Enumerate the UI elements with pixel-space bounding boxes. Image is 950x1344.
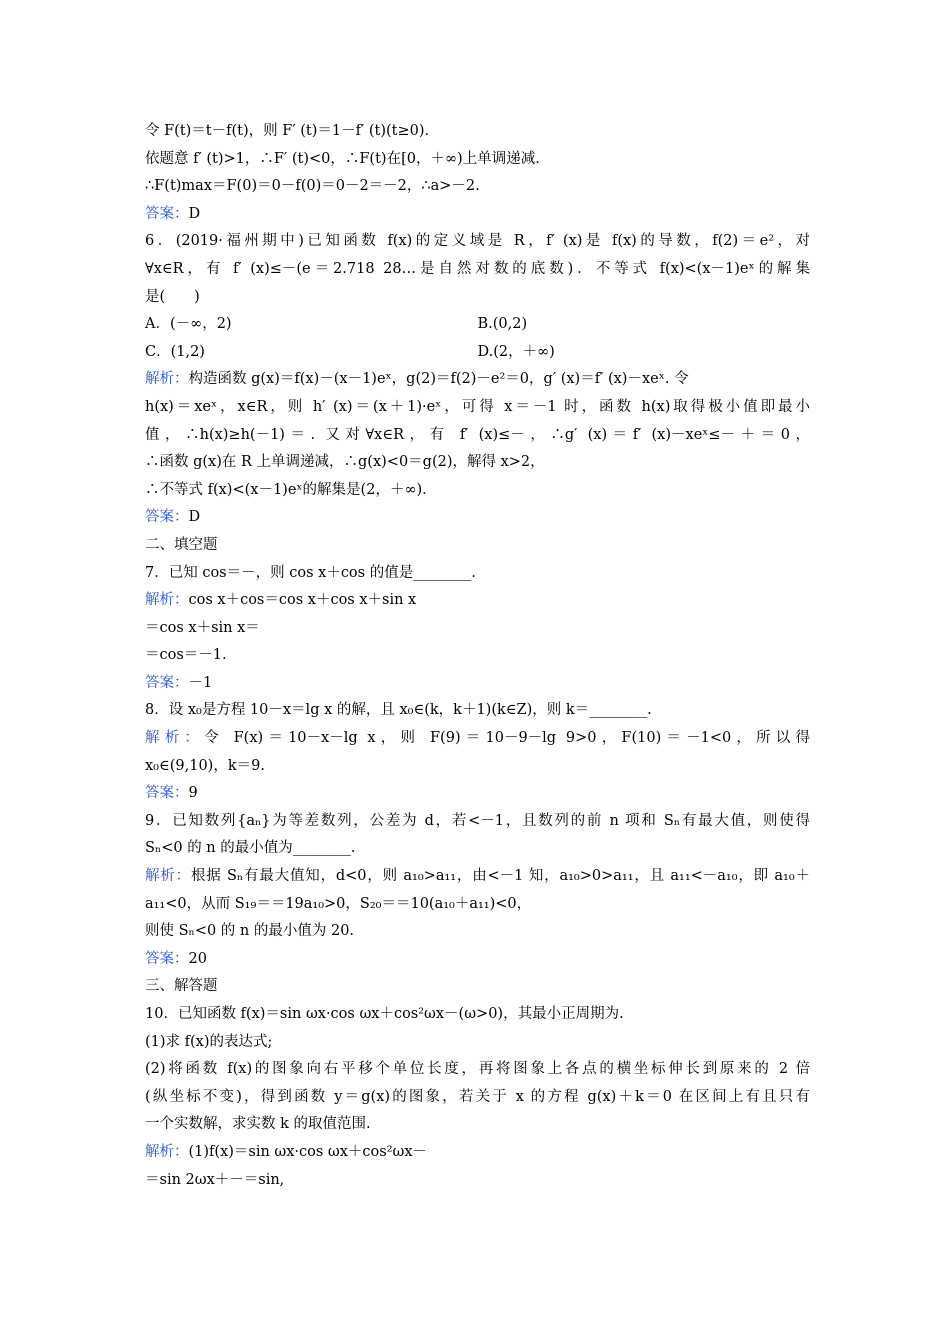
solution-line: ＝cos＝－1. [145,647,227,664]
section-heading: 三、解答题 [145,978,218,995]
solution-line: x₀∈(9,10)，k＝9. [145,757,265,774]
document-page [145,118,810,1194]
question-9-line: Sₙ<0 的 n 的最小值为________. [145,840,356,857]
question-10-line: 一个实数解，求实数 k 的取值范围. [145,1116,371,1133]
solution-line [145,1139,810,1167]
question-6-line: 6．(2019·福州期中)已知函数 f(x)的定义域是 R，f′ (x)是 f(x)的导数，f(2)＝e²，对 [145,233,810,250]
solution-label: 解析： [145,371,189,388]
answer-value: 9 [188,785,198,802]
answer-label: 答案： [145,674,189,691]
answer-value: －1 [188,674,213,691]
solution-line: ＝cos x＋sin x＝ [145,619,260,636]
solution-line: 值，∴h(x)≥h(－1)＝. 又对∀x∈R，有 f′ (x)≤－，∴g′ (x)＝f′ (x)－xeˣ≤－＋＝0， [145,426,810,443]
solution-label: 解析： [145,868,191,885]
answer-label: 答案： [145,785,189,802]
answer-line [145,780,810,808]
solution-line: a₁₁<0，从而 S₁₉＝＝19a₁₀>0，S₂₀＝＝10(a₁₀＋a₁₁)<0， [145,895,532,912]
question-6-line: ∀x∈R，有 f′ (x)≤－(e＝2.718 28…是自然对数的底数)．不等式 f(x)<(x－1)eˣ的解集 [145,260,810,277]
option-c: C．(1,2) [145,343,205,360]
answer-label: 答案： [145,509,189,526]
question-10-line: 10．已知函数 f(x)＝sin ωx·cos ωx＋cos²ωx－(ω>0)，其最小正周期为. [145,1006,624,1022]
solution-line: ∴函数 g(x)在 R 上单调递减，∴g(x)<0＝g(2)，解得 x>2， [145,454,545,471]
section-heading: 二、填空题 [145,536,218,553]
solution-line: ∴不等式 f(x)<(x－1)eˣ的解集是(2，＋∞)． [145,481,437,498]
solution-label: 解析： [145,730,205,747]
answer-value: D [188,205,201,222]
option-a: A．(－∞，2) [145,316,232,333]
answer-line [145,201,810,229]
solution-line [145,725,810,753]
answer-label: 答案： [145,205,189,222]
solution-text: 令 F(x)＝10－x－lg x，则 F(9)＝10－9－lg 9>0，F(10)＝－1<0，所以得 [204,730,810,747]
solution-line [145,587,810,615]
text-line: 令 F(t)＝t－f(t)，则 F′ (t)＝1－f′ (t)(t≥0)． [145,123,440,139]
option-b: B.(0,2) [477,316,528,333]
answer-value: 20 [188,950,207,967]
solution-line: ＝sin 2ωx＋－＝sin, [145,1171,285,1188]
options-row [145,311,810,339]
solution-line [145,863,810,891]
question-7-line: 7．已知 cos＝－，则 cos x＋cos 的值是________. [145,564,476,581]
solution-line: 则使 Sₙ<0 的 n 的最小值为 20. [145,923,355,940]
question-10-line: (1)求 f(x)的表达式; [145,1033,273,1050]
solution-label: 解析： [145,592,189,609]
solution-label: 解析： [145,1143,189,1160]
options-row [145,339,810,367]
solution-text: 根据 Sₙ有最大值知，d<0，则 a₁₀>a₁₁，由<－1 知，a₁₀>0>a₁₁，且 a₁₁<－a₁₀，即 a₁₀＋ [190,868,810,885]
answer-line [145,670,810,698]
question-10-line: (2)将函数 f(x)的图象向右平移个单位长度，再将图象上各点的横坐标伸长到原来的 2 倍 [145,1061,810,1078]
solution-text: 构造函数 g(x)＝f(x)－(x－1)eˣ，g(2)＝f(2)－e²＝0，g′ (x)＝f′ (x)－xeˣ. 令 [188,371,689,388]
text-line: 依题意 f′ (t)>1，∴F′ (t)<0，∴F(t)在[0，＋∞)上单调递减． [145,150,550,167]
answer-line [145,946,810,974]
answer-line [145,504,810,532]
text-line: ∴F(t)max＝F(0)＝0－f(0)＝0－2＝－2，∴a>－2. [145,178,480,195]
answer-label: 答案： [145,950,189,967]
question-6-line: 是( ) [145,288,200,305]
question-9-line: 9．已知数列{aₙ}为等差数列，公差为 d，若<－1，且数列的前 n 项和 Sₙ有最大值，则使得 [145,812,810,829]
solution-text: (1)f(x)＝sin ωx·cos ωx＋cos²ωx－ [188,1143,428,1160]
solution-line: h(x)＝xeˣ，x∈R，则 h′ (x)＝(x＋1)·eˣ，可得 x＝－1 时，函数 h(x)取得极小值即最小 [145,398,810,415]
answer-value: D [188,509,201,526]
question-8-line: 8．设 x₀是方程 10－x＝lg x 的解，且 x₀∈(k，k＋1)(k∈Z)，则 k＝________. [145,702,652,719]
option-d: D.(2，＋∞) [477,343,555,360]
question-10-line: (纵坐标不变)，得到函数 y＝g(x)的图象，若关于 x 的方程 g(x)＋k＝0 在区间上有且只有 [145,1088,810,1105]
solution-line [145,366,810,394]
solution-text: cos x＋cos＝cos x＋cos x＋sin x [188,592,417,609]
